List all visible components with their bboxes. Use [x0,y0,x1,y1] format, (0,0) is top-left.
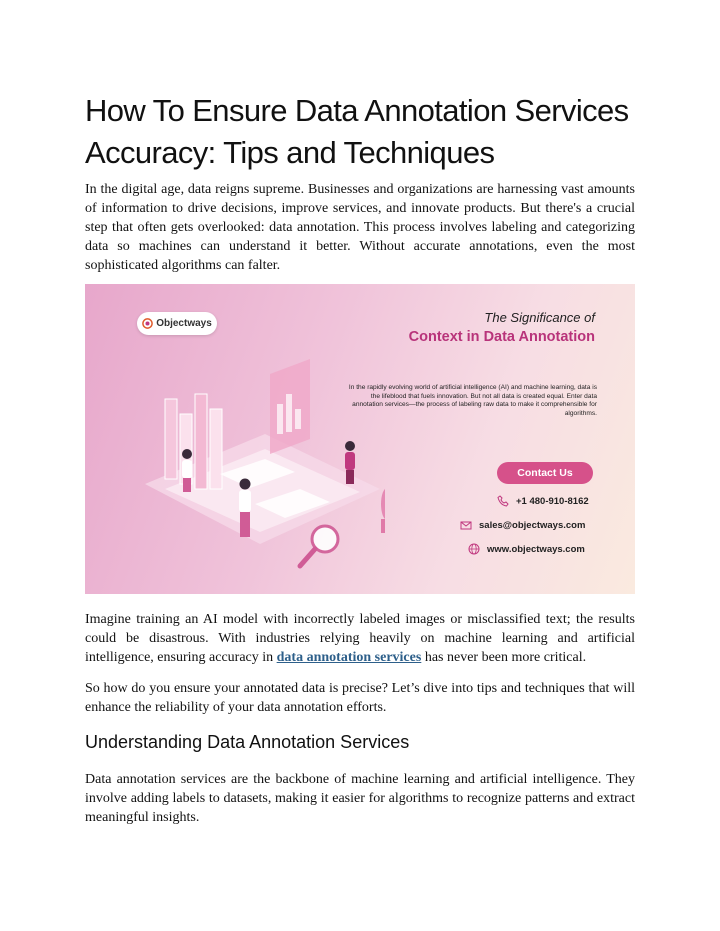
globe-icon [468,543,480,555]
section-heading: Understanding Data Annotation Services [85,732,410,752]
banner-title: Context in Data Annotation [408,329,595,345]
email-icon [460,519,472,531]
data-annotation-illustration [125,354,385,589]
logo-text: Objectways [156,318,212,329]
intro-paragraph: In the digital age, data reigns supreme. Businesses and organizations are harnessing vast amounts of information to drive decisions, improve services, and innovate products. But there's a crucial step that often gets overlooked: data annotation. This process involves labeling and categorizing data so machines can understand it better. Without accurate annotations, even the most sophisticated algorithms can falter. [85,182,635,273]
phone-icon [497,495,509,507]
objectways-logo [137,312,217,335]
email-address: sales@objectways.com [479,519,586,531]
paragraph-2-text-end: has never been more critical. [421,650,587,665]
paragraph-2 [85,610,635,667]
website-url: www.objectways.com [487,543,585,555]
paragraph-3: So how do you ensure your annotated data is precise? Let’s dive into tips and techniques that will enhance the reliability of your data annotation efforts. [85,681,635,715]
article-title: How To Ensure Data Annotation Services Accuracy: Tips and Techniques [85,93,629,170]
logo-mark-icon [142,318,153,329]
paragraph-4: Data annotation services are the backbone of machine learning and artificial intelligence. They involve adding labels to datasets, making it easier for algorithms to recognize patterns and extract meaningful insights. [85,772,635,825]
data-annotation-services-link[interactable]: data annotation services [276,650,422,665]
phone-number: +1 480-910-8162 [516,495,589,507]
banner-description: In the rapidly evolving world of artificial intelligence (AI) and machine learning, data is the lifeblood that fuels innovation. But not all data is created equal. Enter data annotation services—the process of labeling raw data to make it comprehensible for algorithms. [348,384,597,417]
email-row [460,519,585,531]
contact-us-button[interactable]: Contact Us [497,462,593,484]
website-row [468,543,585,555]
paragraph-2-text: Imagine training an AI model with incorrectly labeled images or misclassified text; the results could be disastrous. With industries relying heavily on machine learning and artificial intelligence, ensuring accuracy in [85,612,635,665]
banner-kicker: The Significance of [484,310,595,325]
phone-row [497,495,589,507]
banner-image [85,284,635,594]
